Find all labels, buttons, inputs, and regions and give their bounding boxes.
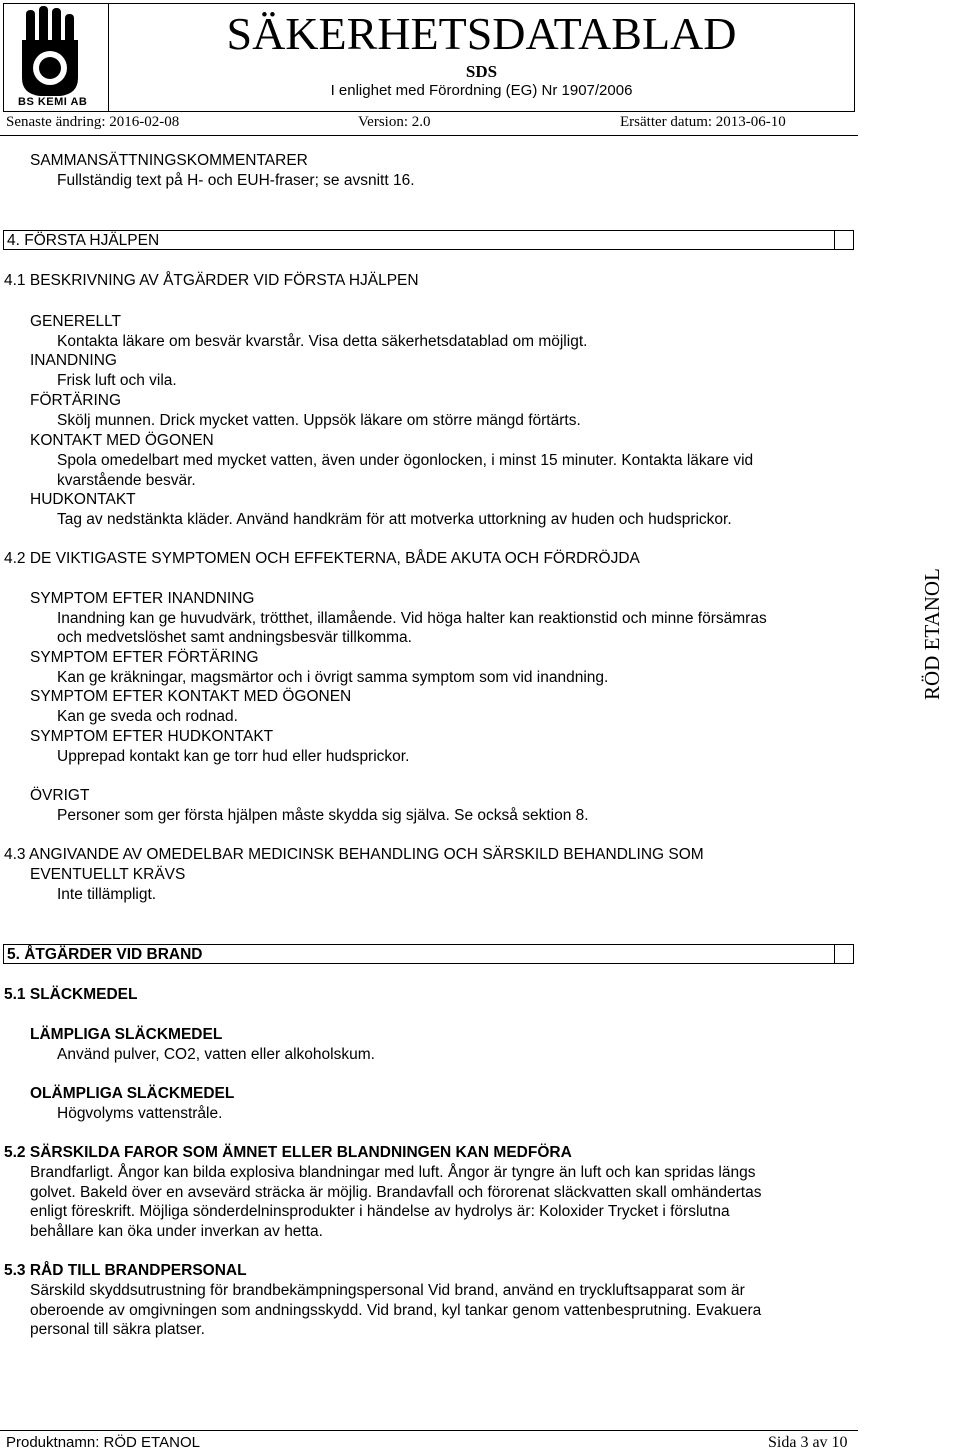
subsection-4-2-heading: 4.2 DE VIKTIGASTE SYMPTOMEN OCH EFFEKTERNA, BÅDE AKUTA OCH FÖRDRÖJDA [4,550,640,567]
ingestion-text: Skölj munnen. Drick mycket vatten. Uppsök läkare om större mängd förtärts. [57,412,581,429]
skin-contact-text: Tag av nedstänkta kläder. Använd handkräm för att motverka uttorkning av huden och hudsprickor. [57,511,732,528]
footer-page-number: Sida 3 av 10 [768,1434,848,1451]
last-changed-date: Senaste ändring: 2016-02-08 [6,114,180,130]
subsection-4-3-text: Inte tillämpligt. [57,886,157,903]
subsection-5-3-heading: 5.3 RÅD TILL BRANDPERSONAL [4,1262,247,1279]
symptom-ingestion-text: Kan ge kräkningar, magsmärtor och i övrigt samma symptom som vid inandning. [57,669,609,686]
symptom-skin-text: Upprepad kontakt kan ge torr hud eller hudsprickor. [57,748,410,765]
subsection-4-1-heading: 4.1 BESKRIVNING AV ÅTGÄRDER VID FÖRSTA HJÄLPEN [4,272,419,289]
eye-contact-text-2: kvarstående besvär. [57,472,196,489]
other-heading: ÖVRIGT [30,787,90,804]
document-title: SÄKERHETSDATABLAD [226,8,737,59]
special-hazards-text-4: behållare kan öka under inverkan av hetta. [30,1223,323,1240]
section-bar-cell [834,945,853,963]
special-hazards-text-3: enligt föreskrift. Möjliga sönderdelninsprodukter i händelse av hydrolys är: Koloxider Trycket i förslutna [30,1203,730,1220]
header-divider [0,135,858,136]
suitable-media-heading: LÄMPLIGA SLÄCKMEDEL [30,1026,223,1043]
symptom-inhalation-text-1: Inandning kan ge huvudvärk, trötthet, illamående. Vid höga halter kan reaktionstid och minne försämras [57,610,767,627]
general-text: Kontakta läkare om besvär kvarstår. Visa detta säkerhetsdatablad om möjligt. [57,333,588,350]
inhalation-text: Frisk luft och vila. [57,372,177,389]
eye-contact-heading: KONTAKT MED ÖGONEN [30,432,214,449]
unsuitable-media-text: Högvolyms vattenstråle. [57,1105,223,1122]
symptom-eye-text: Kan ge sveda och rodnad. [57,708,238,725]
inhalation-heading: INANDNING [30,352,117,369]
skin-contact-heading: HUDKONTAKT [30,491,136,508]
section-4-heading: 4. FÖRSTA HJÄLPEN [7,232,160,249]
symptom-eye-heading: SYMPTOM EFTER KONTAKT MED ÖGONEN [30,688,352,705]
other-text: Personer som ger första hjälpen måste skydda sig själva. Se också sektion 8. [57,807,589,824]
special-hazards-text-1: Brandfarligt. Ångor kan bilda explosiva blandningar med luft. Ångor är tyngre än luft och kan spridas längs [30,1164,756,1181]
title-box [108,3,855,112]
composition-comments-text: Fullständig text på H- och EUH-fraser; se avsnitt 16. [57,172,415,189]
hand-logo-icon [4,4,108,111]
side-product-label: RÖD ETANOL [920,568,944,700]
company-logo [3,3,109,112]
suitable-media-text: Använd pulver, CO2, vatten eller alkoholskum. [57,1046,375,1063]
symptom-inhalation-text-2: och medvetslöshet samt andningsbesvär tillkomma. [57,629,412,646]
symptom-ingestion-heading: SYMPTOM EFTER FÖRTÄRING [30,649,259,666]
firefighter-advice-text-3: personal till säkra platser. [30,1321,205,1338]
footer-product-name: Produktnamn: RÖD ETANOL [6,1434,200,1451]
ingestion-heading: FÖRTÄRING [30,392,121,409]
composition-comments-heading: SAMMANSÄTTNINGSKOMMENTARER [30,152,308,169]
section-bar-cell [834,231,853,249]
subsection-5-2-heading: 5.2 SÄRSKILDA FAROR SOM ÄMNET ELLER BLANDNINGEN KAN MEDFÖRA [4,1144,572,1161]
firefighter-advice-text-1: Särskild skyddsutrustning för brandbekämpningspersonal Vid brand, använd en tryckluftsapparat som är [30,1282,745,1299]
symptom-inhalation-heading: SYMPTOM EFTER INANDNING [30,590,255,607]
section-5-bar [3,944,854,964]
symptom-skin-heading: SYMPTOM EFTER HUDKONTAKT [30,728,274,745]
version-label: Version: 2.0 [358,114,431,130]
replaces-date: Ersätter datum: 2013-06-10 [620,114,786,130]
document-subtitle: SDS [465,62,498,81]
firefighter-advice-text-2: oberoende av omgivningen som andningsskydd. Vid brand, kyl tankar genom vattenbesprutning. Evakuera [30,1302,762,1319]
subsection-5-1-heading: 5.1 SLÄCKMEDEL [4,986,138,1003]
subsection-4-3-heading-2: EVENTUELLT KRÄVS [30,866,186,883]
footer-divider [0,1430,858,1431]
regulation-reference: I enlighet med Förordning (EG) Nr 1907/2006 [330,82,633,99]
eye-contact-text-1: Spola omedelbart med mycket vatten, även under ögonlocken, i minst 15 minuter. Kontakta läkare vid [57,452,754,469]
logo-text: BS KEMI AB [18,96,88,108]
general-heading: GENERELLT [30,313,122,330]
special-hazards-text-2: golvet. Bakeld över en avsevärd sträcka är möjlig. Brandavfall och förorenat släckvatten skall omhändertas [30,1184,762,1201]
section-4-bar [3,230,854,250]
section-5-heading: 5. ÅTGÄRDER VID BRAND [7,946,203,963]
subsection-4-3-heading-1: 4.3 ANGIVANDE AV OMEDELBAR MEDICINSK BEHANDLING OCH SÄRSKILD BEHANDLING SOM [4,846,704,863]
unsuitable-media-heading: OLÄMPLIGA SLÄCKMEDEL [30,1085,235,1102]
